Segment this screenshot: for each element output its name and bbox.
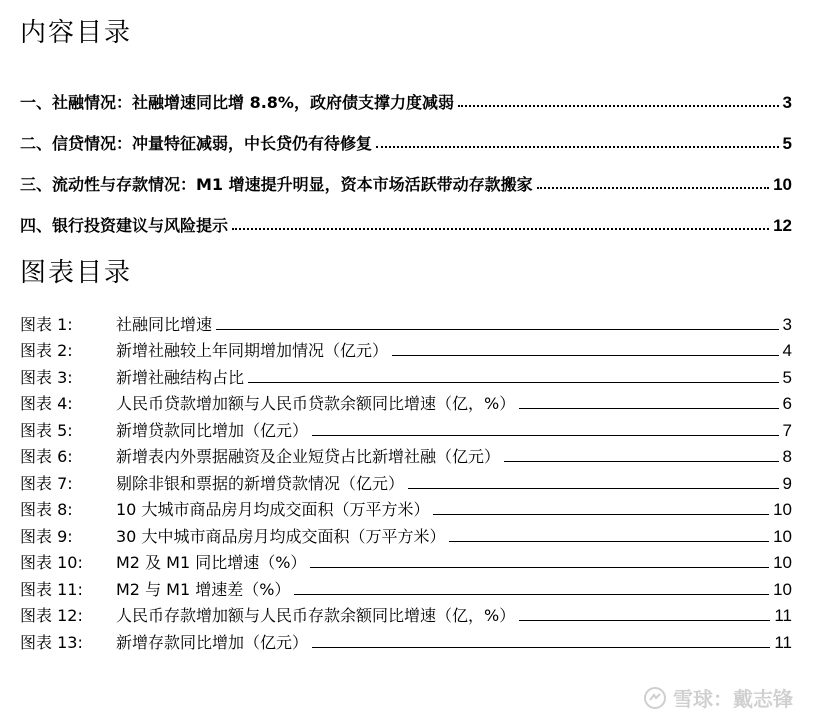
figure-entry[interactable] bbox=[20, 520, 792, 547]
toc-entry-page: 12 bbox=[773, 216, 792, 235]
dotted-leader bbox=[376, 145, 779, 148]
figure-title: 剔除非银和票据的新增贷款情况（亿元） bbox=[116, 473, 405, 493]
figure-entry[interactable] bbox=[20, 626, 792, 653]
figure-title: 新增贷款同比增加（亿元） bbox=[116, 420, 309, 440]
figure-entry[interactable] bbox=[20, 361, 792, 388]
figure-page: 7 bbox=[782, 420, 792, 440]
figure-label: 图表 3: bbox=[20, 367, 73, 387]
toc-heading: 内容目录 bbox=[20, 18, 133, 48]
figure-entry[interactable] bbox=[20, 388, 792, 415]
figure-label: 图表 12: bbox=[20, 606, 83, 625]
figure-title: 10 大城市商品房月均成交面积（万平方米） bbox=[116, 500, 430, 519]
line-leader bbox=[312, 434, 779, 436]
figure-page: 6 bbox=[782, 394, 792, 413]
figure-title: 新增社融较上年同期增加情况（亿元） bbox=[116, 341, 389, 360]
toc-entry[interactable] bbox=[20, 113, 792, 154]
snowball-logo-icon bbox=[643, 686, 667, 710]
toc-entry-title: 二、信贷情况：冲量特征减弱，中长贷仍有待修复 bbox=[20, 134, 373, 153]
dotted-leader bbox=[537, 186, 769, 189]
figure-page: 5 bbox=[782, 367, 792, 387]
figure-label: 图表 4: bbox=[20, 394, 73, 413]
figure-title: 新增表内外票据融资及企业短贷占比新增社融（亿元） bbox=[116, 447, 501, 466]
figure-label: 图表 11: bbox=[20, 579, 83, 599]
figure-page: 10 bbox=[773, 500, 792, 519]
figure-title: 社融同比增速 bbox=[116, 314, 213, 334]
line-leader bbox=[310, 566, 769, 568]
figure-title: 30 大中城市商品房月均成交面积（万平方米） bbox=[116, 526, 446, 546]
toc-entry-title: 四、银行投资建议与风险提示 bbox=[20, 216, 229, 235]
figure-page: 10 bbox=[773, 579, 792, 599]
toc-entry[interactable] bbox=[20, 72, 792, 113]
figure-title: 人民币贷款增加额与人民币贷款余额同比增速（亿，%） bbox=[116, 394, 516, 413]
figure-title: 新增社融结构占比 bbox=[116, 367, 245, 387]
figure-label: 图表 5: bbox=[20, 420, 73, 440]
watermark-text: 雪球：戴志锋 bbox=[673, 687, 793, 711]
toc-entry-page: 3 bbox=[782, 93, 792, 112]
figure-entry[interactable] bbox=[20, 494, 792, 521]
line-leader bbox=[312, 646, 770, 648]
dotted-leader bbox=[232, 227, 769, 230]
figure-page: 11 bbox=[774, 606, 792, 625]
figure-label: 图表 8: bbox=[20, 500, 73, 519]
toc-entry-title: 一、社融情况：社融增速同比增 8.8%，政府债支撑力度减弱 bbox=[20, 93, 454, 112]
toc-entry-page: 5 bbox=[782, 134, 792, 153]
figure-label: 图表 1: bbox=[20, 314, 73, 334]
figure-page: 10 bbox=[773, 553, 792, 572]
figures-heading: 图表目录 bbox=[20, 258, 133, 288]
line-leader bbox=[216, 328, 779, 330]
dotted-leader bbox=[458, 104, 779, 107]
figure-entry[interactable] bbox=[20, 600, 792, 627]
figure-label: 图表 2: bbox=[20, 341, 73, 360]
figure-entry[interactable] bbox=[20, 308, 792, 335]
figure-page: 3 bbox=[782, 314, 792, 334]
figure-label: 图表 9: bbox=[20, 526, 73, 546]
line-leader bbox=[433, 513, 769, 515]
figure-entry[interactable] bbox=[20, 414, 792, 441]
table-of-contents bbox=[20, 72, 792, 236]
figure-page: 10 bbox=[773, 526, 792, 546]
toc-entry-title: 三、流动性与存款情况：M1 增速提升明显，资本市场活跃带动存款搬家 bbox=[20, 175, 533, 194]
figure-label: 图表 7: bbox=[20, 473, 73, 493]
figure-entry[interactable] bbox=[20, 467, 792, 494]
figure-page: 9 bbox=[782, 473, 792, 493]
toc-entry-page: 10 bbox=[773, 175, 792, 194]
figure-entry[interactable] bbox=[20, 547, 792, 574]
line-leader bbox=[248, 381, 779, 383]
figure-page: 8 bbox=[782, 447, 792, 466]
figure-label: 图表 6: bbox=[20, 447, 73, 466]
figure-page: 4 bbox=[782, 341, 792, 360]
figure-entry[interactable] bbox=[20, 441, 792, 468]
figure-label: 图表 10: bbox=[20, 553, 83, 572]
figure-title: M2 及 M1 同比增速（%） bbox=[116, 553, 307, 572]
figure-entry[interactable] bbox=[20, 573, 792, 600]
toc-entry[interactable] bbox=[20, 154, 792, 195]
figure-title: 新增存款同比增加（亿元） bbox=[116, 632, 309, 652]
figure-title: M2 与 M1 增速差（%） bbox=[116, 579, 291, 599]
list-of-figures bbox=[20, 308, 792, 653]
line-leader bbox=[408, 487, 779, 489]
figure-title: 人民币存款增加额与人民币存款余额同比增速（亿，%） bbox=[116, 606, 516, 625]
line-leader bbox=[294, 593, 769, 595]
figure-page: 11 bbox=[774, 632, 792, 652]
line-leader bbox=[392, 354, 779, 356]
line-leader bbox=[504, 460, 779, 462]
line-leader bbox=[449, 540, 769, 542]
toc-entry[interactable] bbox=[20, 195, 792, 236]
figure-entry[interactable] bbox=[20, 335, 792, 362]
line-leader bbox=[519, 407, 778, 409]
watermark bbox=[643, 683, 793, 712]
figure-label: 图表 13: bbox=[20, 632, 83, 652]
line-leader bbox=[519, 619, 770, 621]
